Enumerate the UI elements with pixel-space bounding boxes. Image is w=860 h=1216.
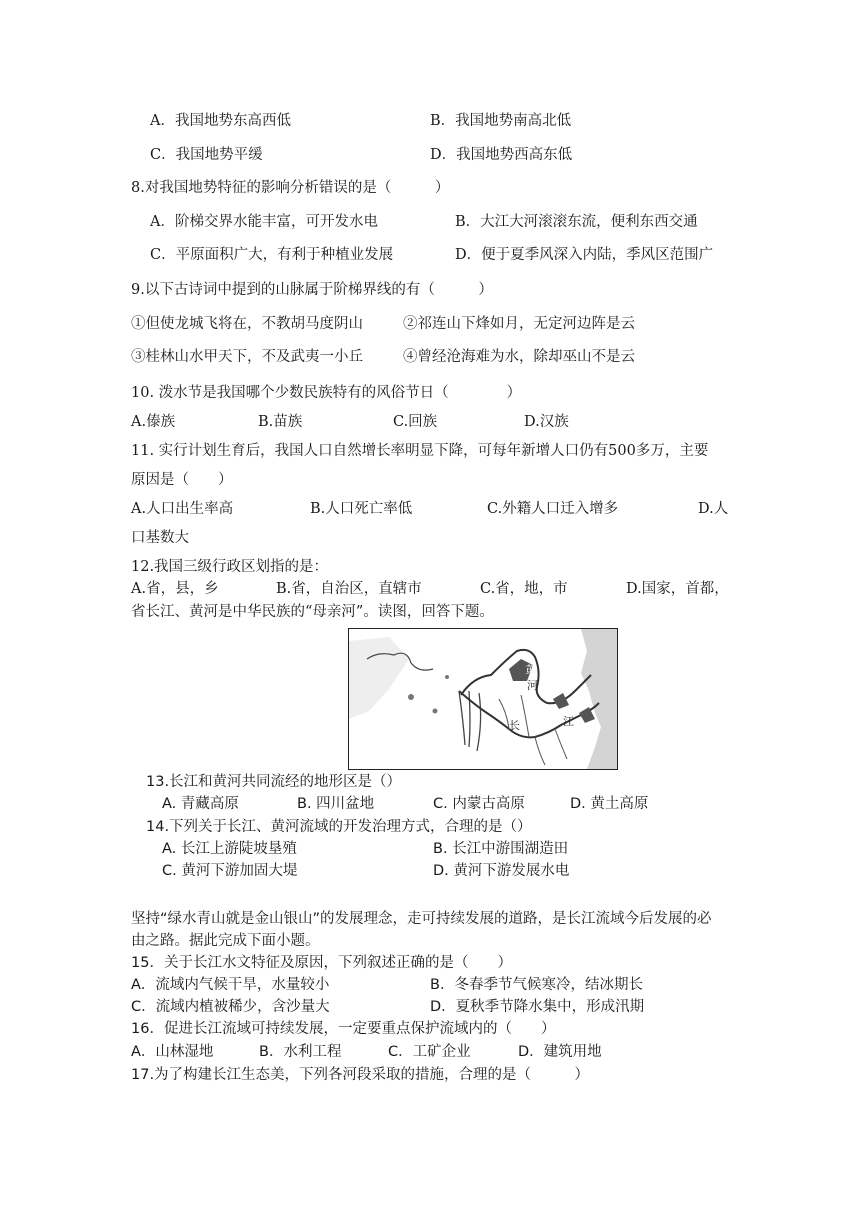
passage-line-1: 坚持“绿水青山就是金山银山”的发展理念，走可持续发展的道路，是长江流域今后发展的必 bbox=[131, 911, 712, 927]
q7-option-a: A．我国地势东高西低 bbox=[150, 113, 291, 129]
q13-option-d: D. 黄土高原 bbox=[570, 796, 649, 812]
q7-option-c: C．我国地势平缓 bbox=[150, 147, 263, 163]
q15-option-d: D．夏秋季节降水集中，形成汛期 bbox=[430, 999, 645, 1015]
q16-option-d: D．建筑用地 bbox=[518, 1044, 602, 1060]
q10-option-c: C.回族 bbox=[393, 414, 438, 430]
q11-stem-line2: 原因是（ ） bbox=[131, 472, 233, 488]
q13-option-b: B. 四川盆地 bbox=[297, 796, 375, 812]
q10-stem: 10. 泼水节是我国哪个少数民族特有的风俗节日（ ） bbox=[131, 385, 522, 401]
q12-stem: 12.我国三级行政区划指的是： bbox=[131, 559, 329, 575]
q14-option-b: B. 长江中游围湖造田 bbox=[433, 841, 569, 857]
q14-option-d: D. 黄河下游发展水电 bbox=[433, 863, 570, 879]
q8-stem: 8.对我国地势特征的影响分析错误的是（ ） bbox=[131, 180, 450, 196]
map-label-jiang: 江 bbox=[563, 715, 574, 728]
q12-option-c: C.省，地，市 bbox=[480, 581, 568, 597]
q15-stem: 15．关于长江水文特征及原因，下列叙述正确的是（ ） bbox=[131, 955, 512, 971]
q12-option-d: D.国家，首都， bbox=[626, 581, 729, 597]
q10-option-b: B.苗族 bbox=[258, 414, 303, 430]
q9-item-1: ①但使龙城飞将在，不教胡马度阴山 bbox=[131, 316, 363, 332]
q16-option-c: C．工矿企业 bbox=[388, 1044, 471, 1060]
q10-option-a: A.傣族 bbox=[131, 414, 176, 430]
q11-option-d-continued: 口基数大 bbox=[131, 530, 189, 546]
q8-option-c: C．平原面积广大，有利于种植业发展 bbox=[150, 247, 394, 263]
q15-option-a: A．流域内气候干旱，水量较小 bbox=[131, 977, 330, 993]
reading-intro: 省长江、黄河是中华民族的“母亲河”。读图，回答下题。 bbox=[131, 604, 494, 620]
q17-stem: 17.为了构建长江生态美，下列各河段采取的措施，合理的是（ ） bbox=[131, 1067, 590, 1083]
river-line bbox=[535, 737, 545, 765]
river-line bbox=[555, 729, 567, 759]
plateau-shading bbox=[349, 637, 409, 719]
q11-option-a: A.人口出生率高 bbox=[131, 501, 234, 517]
river-line bbox=[477, 693, 481, 751]
q15-option-b: B．冬春季节气候寒冷，结冰期长 bbox=[430, 977, 643, 993]
q9-item-4: ④曾经沧海难为水，除却巫山不是云 bbox=[403, 349, 635, 365]
sea-area bbox=[581, 629, 617, 769]
q16-option-a: A．山林湿地 bbox=[131, 1044, 214, 1060]
q11-option-b: B.人口死亡率低 bbox=[310, 501, 413, 517]
dark-region bbox=[553, 693, 569, 709]
map-label-huang: 黄 bbox=[525, 663, 536, 676]
q11-stem-line1: 11. 实行计划生育后，我国人口自然增长率明显下降，可每年新增人口仍有500多万，主要 bbox=[131, 443, 709, 459]
q8-option-a: A．阶梯交界水能丰富，可开发水电 bbox=[150, 214, 378, 230]
q13-option-a: A. 青藏高原 bbox=[162, 796, 239, 812]
q16-stem: 16．促进长江流域可持续发展，一定要重点保护流域内的（ ） bbox=[131, 1021, 556, 1037]
river-line bbox=[521, 695, 529, 737]
q13-stem: 13.长江和黄河共同流经的地形区是（） bbox=[146, 774, 402, 790]
q9-item-2: ②祁连山下烽如月，无定河边阵是云 bbox=[403, 316, 635, 332]
q11-option-c: C.外籍人口迁入增多 bbox=[487, 501, 619, 517]
river-line bbox=[459, 691, 465, 745]
q16-option-b: B．水利工程 bbox=[259, 1044, 342, 1060]
lake bbox=[445, 675, 449, 679]
q15-option-c: C．流域内植被稀少，含沙量大 bbox=[131, 999, 330, 1015]
q12-option-b: B.省，自治区，直辖市 bbox=[276, 581, 422, 597]
q11-option-d: D.人 bbox=[698, 501, 729, 517]
q8-option-d: D．便于夏季风深入内陆，季风区范围广 bbox=[455, 247, 714, 263]
q14-stem: 14.下列关于长江、黄河流域的开发治理方式，合理的是（） bbox=[146, 819, 532, 835]
lake bbox=[408, 694, 414, 700]
q7-option-b: B．我国地势南高北低 bbox=[430, 113, 572, 129]
lake bbox=[433, 709, 438, 714]
q14-option-a: A. 长江上游陡坡垦殖 bbox=[162, 841, 297, 857]
rivers-map-svg bbox=[349, 629, 617, 769]
q9-stem: 9.以下古诗词中提到的山脉属于阶梯界线的有（ ） bbox=[131, 282, 493, 298]
q13-option-c: C. 内蒙古高原 bbox=[433, 796, 525, 812]
q12-option-a: A.省，县，乡 bbox=[131, 581, 219, 597]
passage-line-2: 由之路。据此完成下面小题。 bbox=[131, 933, 320, 949]
q7-option-d: D．我国地势西高东低 bbox=[430, 147, 573, 163]
q8-option-b: B．大江大河滚滚东流，便利东西交通 bbox=[455, 214, 698, 230]
map-label-he: 河 bbox=[527, 679, 538, 692]
rivers-map bbox=[348, 628, 618, 770]
q9-item-3: ③桂林山水甲天下，不及武夷一小丘 bbox=[131, 349, 363, 365]
q10-option-d: D.汉族 bbox=[524, 414, 569, 430]
map-label-chang: 长 bbox=[509, 719, 520, 732]
q14-option-c: C. 黄河下游加固大堤 bbox=[162, 863, 298, 879]
